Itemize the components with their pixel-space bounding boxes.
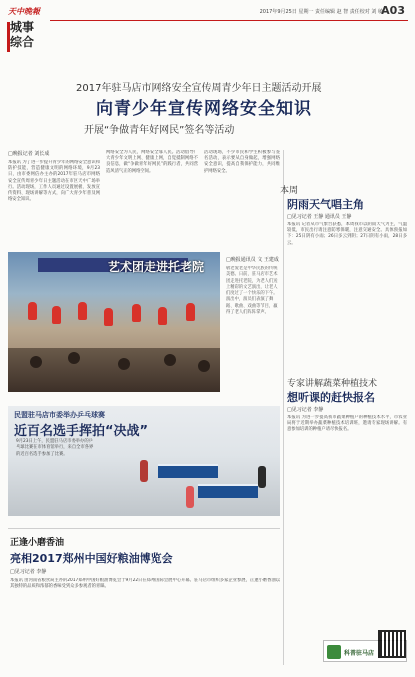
masthead — [6, 4, 409, 66]
audience-head — [164, 354, 176, 366]
dancer — [78, 302, 87, 320]
lead-body-col3: 活动现场，不少市民和学生积极参与签名活动，表示要从自身做起，增强网络安全意识，提高自我保护能力，共同维护网络安全。 — [204, 150, 280, 174]
right-body: 本报讯 记者从市气象台获悉，本周我市以阴雨天气为主，气温较低，市民出行请注意防寒保暖，注意交通安全。具体预报如下：25日阴有小雨；26日多云到阴；27日阴有小雨，28日多云。 — [287, 222, 407, 246]
right-body-2: 本报讯 为进一步提高我市蔬菜种植户的种植技术水平，市农业局将于近期举办蔬菜种植技术培训班，邀请专家现场讲解。有意参加培训的种植户请尽快报名。 — [287, 415, 407, 433]
photo2-title: 近百名选手挥拍“决战” — [14, 424, 149, 439]
dancer — [52, 306, 61, 324]
dancer — [186, 303, 195, 321]
dancer — [104, 308, 113, 326]
photo2-title-small: 民盟驻马店市委举办乒乓球赛 — [14, 411, 105, 419]
bottom-byline: □见习记者 李静 — [10, 569, 47, 575]
right-byline-2: □见习记者 李静 — [287, 407, 324, 413]
performance-photo — [8, 252, 220, 392]
lead-byline: □晚报记者 刘长成 — [8, 151, 50, 157]
photo1-byline: □晚报通讯员 文 王建成 — [226, 257, 279, 263]
table-tennis-photo — [8, 406, 280, 516]
qr-code-icon — [378, 630, 406, 658]
player — [140, 460, 148, 482]
audience-head — [198, 360, 210, 372]
science-icon — [327, 645, 341, 659]
lead-headline: 向青少年宣传网络安全知识 — [96, 99, 312, 119]
photo1-caption: 敬老爱老是中华民族的传统美德。日前，驻马店市艺术团走进托老院，为老人们送上精彩的文艺演出，让老人们度过了一个快乐的下午。演出中，演员们表演了舞蹈、歌曲、戏曲等节目，赢得了老人们阵阵掌声。 — [226, 266, 278, 316]
page-number: A03 — [381, 4, 405, 17]
dancer — [132, 304, 141, 322]
audience-head — [30, 356, 42, 368]
audience-head — [68, 352, 80, 364]
lead-subhead: 开展“争做青年好网民”签名等活动 — [84, 125, 235, 136]
section-name: 城事综合 — [10, 20, 35, 49]
header-rule — [50, 20, 408, 21]
right-headline-2: 想听课的赶快报名 — [287, 391, 375, 404]
newspaper-logo: 天中晚報 — [8, 7, 40, 16]
ping-pong-table — [158, 464, 218, 478]
photo2-caption: 9月23日上午，民盟驻马店市委举办的乒乓球比赛在市体育馆举行，来自全市各界的近百名选手参加了比赛。 — [16, 439, 94, 457]
right-kicker: 本周 — [280, 186, 299, 196]
right-kicker-2: 专家讲解蔬菜种植技术 — [287, 379, 378, 389]
right-byline: □见习记者 王静 通讯员 王静 — [287, 214, 352, 220]
bottom-body: 本报讯 由河南省粮食局主办的2017郑州中国好粮油博览会于9月22日在郑州国际会展中心开幕。驻马店市组织多家企业参展，正逢小磨香油以其独特的品质和浓郁的香味受到众多参观者的青睐。 — [10, 578, 280, 590]
bottom-headline: 亮相2017郑州中国好粮油博览会 — [10, 552, 173, 565]
dancer — [28, 302, 37, 320]
player — [186, 486, 194, 508]
audience-head — [118, 358, 130, 370]
right-headline: 阴雨天气唱主角 — [287, 198, 364, 211]
bottom-kicker: 正逢小磨香油 — [10, 538, 65, 548]
ping-pong-table — [198, 484, 258, 498]
lead-body-col2: 网络安全为人民，网络安全靠人民。活动倡导广大青少年文明上网、健康上网，自觉抵制网络不良信息，做“争做青年好网民”的践行者，共同营造风清气正的网络空间。 — [106, 150, 198, 174]
photo1-title: 艺术团走进托老院 — [108, 260, 205, 274]
player — [258, 466, 266, 488]
ad-label: 科普驻马店 — [344, 650, 375, 657]
audience — [8, 348, 220, 392]
column-divider — [283, 150, 284, 665]
section-divider — [8, 528, 280, 529]
lead-kicker: 2017年驻马店市网络安全宣传周青少年日主题活动开展 — [76, 83, 322, 94]
lead-body-col1: 本报讯 为了进一步提升青少年的网络安全意识和防护技能，营造健康文明的网络环境，9月23日，由市委网信办主办的2017年驻马店市网络安全宣传周青少年日主题活动在市区天中广场举行。活动现场，工作人员通过设置展板、发放宣传资料、现场讲解等方式，向广大青少年普及网络安全知识。 — [8, 160, 100, 203]
dancer — [158, 307, 167, 325]
issue-line: 2017年9月25日 星期一 责任编辑 赵 智 责任校对 刘 敏 — [259, 9, 383, 15]
